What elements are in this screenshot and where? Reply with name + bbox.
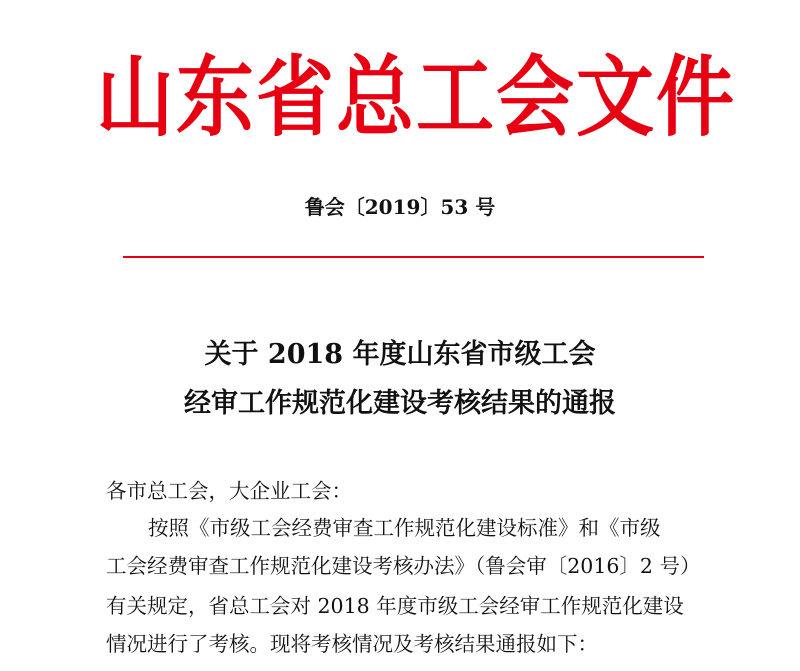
document-title-line-2: 经审工作规范化建设考核结果的通报 (184, 388, 616, 419)
document-title-line-1: 关于 2018 年度山东省市级工会 (204, 339, 596, 370)
document-masthead: 山东省总工会文件 (96, 47, 737, 149)
salutation: 各市总工会，大企业工会： (106, 479, 352, 503)
body-paragraph-line: 有关规定，省总工会对 2018 年度市级工会经审工作规范化建设 (106, 594, 684, 618)
body-paragraph-line: 按照《市级工会经费审查工作规范化建设标准》和《市级 (148, 516, 661, 540)
red-divider-line (123, 256, 704, 258)
body-paragraph-line: 情况进行了考核。现将考核情况及考核结果通报如下： (106, 632, 598, 656)
document-number: 鲁会〔2019〕53 号 (304, 195, 496, 219)
body-paragraph-line: 工会经费审查工作规范化建设考核办法》（鲁会审〔2016〕2 号） (106, 554, 701, 578)
